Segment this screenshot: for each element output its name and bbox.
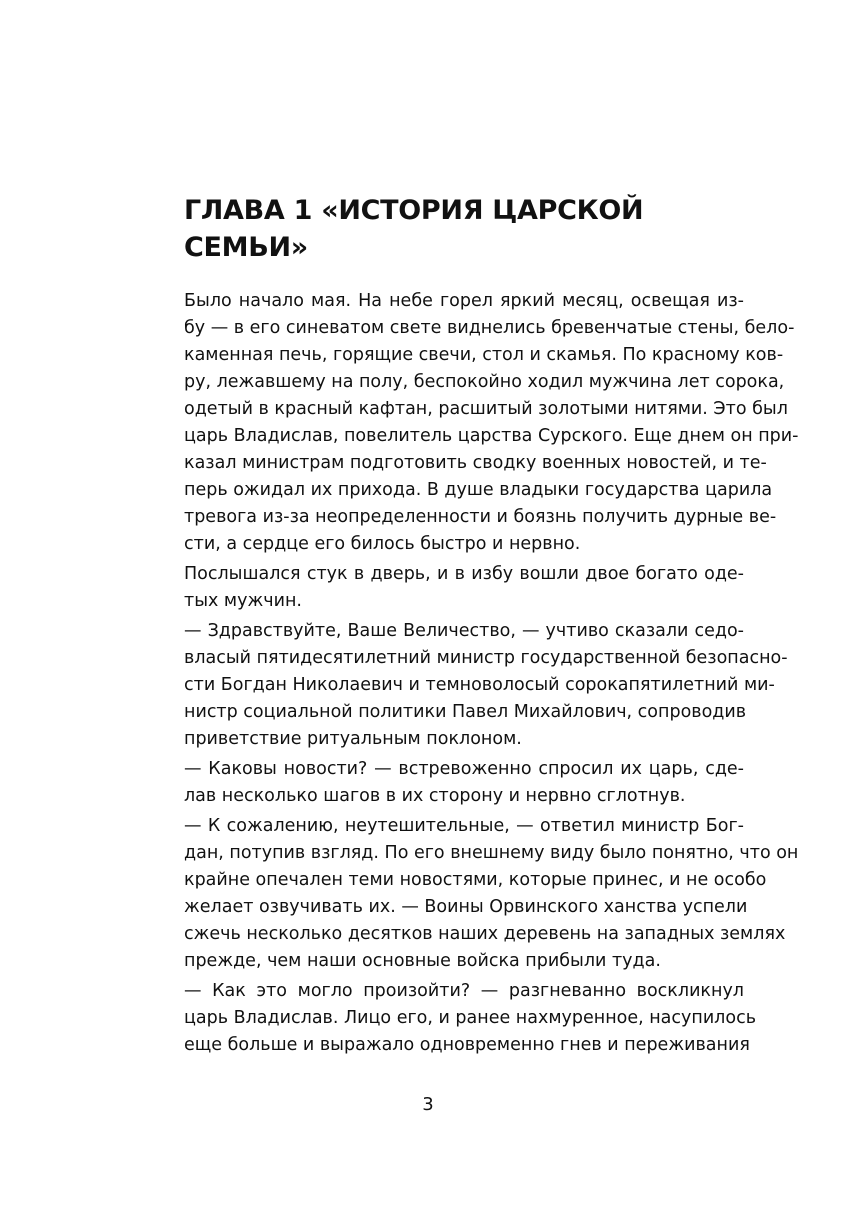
paragraph (184, 813, 799, 975)
text-line: одетый в красный кафтан, расшитый золотыми нитями. Это был (184, 399, 788, 419)
text-line: царь Владислав, повелитель царства Сурского. Еще днем он при- (184, 426, 799, 446)
text-line: сти, а сердце его билось быстро и нервно. (184, 534, 581, 554)
text-line: прежде, чем наши основные войска прибыли туда. (184, 951, 661, 971)
paragraph (184, 561, 744, 615)
text-line: бу — в его синеватом свете виднелись бревенчатые стены, бело- (184, 318, 795, 338)
body-text (184, 288, 799, 1062)
text-line: желает озвучивать их. — Воины Орвинского ханства успели (184, 897, 748, 917)
chapter-title-line: ГЛАВА 1 «ИСТОРИЯ ЦАРСКОЙ (184, 195, 644, 226)
text-line: сжечь несколько десятков наших деревень на западных землях (184, 924, 786, 944)
paragraph (184, 756, 744, 810)
text-line: — Здравствуйте, Ваше Величество, — учтиво сказали седо- (184, 621, 744, 641)
text-line: Послышался стук в дверь, и в избу вошли двое богато оде- (184, 564, 744, 584)
page-number: 3 (422, 1094, 434, 1115)
text-line: ру, лежавшему на полу, беспокойно ходил мужчина лет сорока, (184, 372, 785, 392)
text-line: казал министрам подготовить сводку военных новостей, и те- (184, 453, 767, 473)
text-line: нистр социальной политики Павел Михайлович, сопроводив (184, 702, 747, 722)
text-line: каменная печь, горящие свечи, стол и скамья. По красному ков- (184, 345, 784, 365)
text-line: тревога из-за неопределенности и боязнь получить дурные ве- (184, 507, 777, 527)
text-line: власый пятидесятилетний министр государственной безопасно- (184, 648, 788, 668)
chapter-title (184, 192, 704, 266)
text-line: перь ожидал их прихода. В душе владыки государства царила (184, 480, 773, 500)
text-line: Было начало мая. На небе горел яркий месяц, освещая из- (184, 291, 744, 311)
text-line: лав несколько шагов в их сторону и нервно сглотнув. (184, 786, 686, 806)
paragraph (184, 618, 788, 753)
text-line: еще больше и выражало одновременно гнев и переживания (184, 1035, 750, 1055)
chapter-title-line: СЕМЬИ» (184, 232, 308, 263)
text-line: сти Богдан Николаевич и темноволосый сорокапятилетний ми- (184, 675, 775, 695)
text-line: — Как это могло произойти? — разгневанно воскликнул (184, 981, 744, 1001)
text-line: крайне опечален теми новостями, которые принес, и не особо (184, 870, 767, 890)
paragraph (184, 288, 799, 558)
text-line: дан, потупив взгляд. По его внешнему виду было понятно, что он (184, 843, 799, 863)
text-line: приветствие ритуальным поклоном. (184, 729, 522, 749)
text-line: тых мужчин. (184, 591, 302, 611)
text-line: — К сожалению, неутешительные, — ответил министр Бог- (184, 816, 744, 836)
paragraph (184, 978, 757, 1059)
text-line: — Каковы новости? — встревоженно спросил их царь, сде- (184, 759, 744, 779)
text-line: царь Владислав. Лицо его, и ранее нахмуренное, насупилось (184, 1008, 757, 1028)
